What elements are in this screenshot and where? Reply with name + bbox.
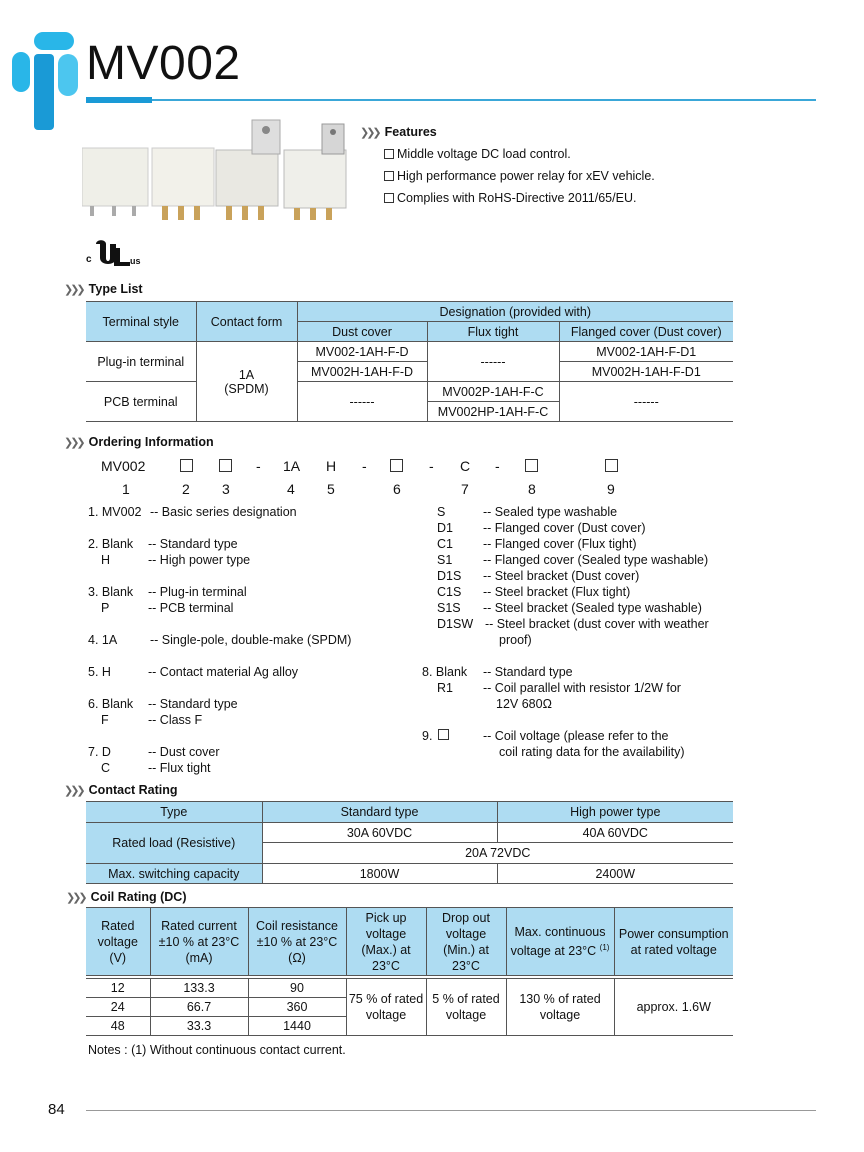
cell-dash: ------ [427,342,559,382]
feature-item: Middle voltage DC load control. [384,147,571,161]
page-number: 84 [48,1101,65,1118]
coil-voltage: 24 [86,998,150,1017]
cell-r4-flux: MV002HP-1AH-F-C [427,402,559,422]
brand-logo-icon [12,32,78,130]
chevron-icon: ❯❯❯ [64,437,83,449]
feature-item: Complies with RoHS-Directive 2011/65/EU. [384,191,636,205]
cell-rated-high: 40A 60VDC [497,823,733,843]
th-flanged: Flanged cover (Dust cover) [559,322,733,342]
th-dropout: Drop out voltage (Min.) at 23°C [426,908,506,976]
cell-dash: ------ [559,382,733,422]
cell-r2-flanged: MV002H-1AH-F-D1 [559,362,733,382]
th-rated-current: Rated current ±10 % at 23°C (mA) [150,908,248,976]
code-box [605,459,618,472]
th-pickup: Pick up voltage (Max.) at 23°C [346,908,426,976]
code-box [219,459,232,472]
th-coil-resistance: Coil resistance ±10 % at 23°C (Ω) [248,908,346,976]
type-list-table [86,301,733,422]
checkbox-icon [384,149,394,159]
cell-r1-dust: MV002-1AH-F-D [297,342,427,362]
coil-rating-heading: ❯❯❯ Coil Rating (DC) [66,890,187,904]
cell-max-std: 1800W [262,864,497,884]
cell-contact: 1A (SPDM) [196,342,297,422]
chevron-icon: ❯❯❯ [66,892,85,904]
chevron-icon: ❯❯❯ [64,284,83,296]
cert-c-label: c [86,254,92,265]
th-terminal: Terminal style [86,302,196,342]
row-max-switching: Max. switching capacity [86,864,262,884]
coil-resistance: 1440 [248,1017,346,1036]
cell-pickup: 75 % of rated voltage [346,979,426,1036]
th-dust: Dust cover [297,322,427,342]
coil-rating-table-wrap [86,907,733,1036]
footer-divider [86,1110,816,1111]
cell-dash: ------ [297,382,427,422]
features-heading: ❯❯❯ Features [360,125,437,139]
cell-max-continuous: 130 % of rated voltage [506,979,614,1036]
cell-rated-common: 20A 72VDC [262,843,733,864]
code-box [525,459,538,472]
header-accent-bar [86,97,152,103]
th-contact: Contact form [196,302,297,342]
cert-us-label: us [130,256,141,266]
cell-dropout: 5 % of rated voltage [426,979,506,1036]
coil-resistance: 90 [248,979,346,998]
contact-rating-table-wrap [86,801,733,884]
type-list-table-wrap [86,301,733,422]
cell-rated-std: 30A 60VDC [262,823,497,843]
th-type: Type [86,802,262,823]
cell-r3-flux: MV002P-1AH-F-C [427,382,559,402]
cell-r1-flanged: MV002-1AH-F-D1 [559,342,733,362]
th-rated-voltage: Rated voltage (V) [86,908,150,976]
th-flux: Flux tight [427,322,559,342]
row-rated-load: Rated load (Resistive) [86,823,262,864]
th-standard: Standard type [262,802,497,823]
feature-item: High performance power relay for xEV vehicle. [384,169,655,183]
contact-rating-table [86,801,733,884]
relay-product-photo [82,118,352,228]
cell-r2-dust: MV002H-1AH-F-D [297,362,427,382]
coil-rating-table [86,907,733,1036]
checkbox-icon [384,171,394,181]
ordering-heading: ❯❯❯ Ordering Information [64,435,214,449]
th-max-continuous: Max. continuous voltage at 23°C $^{(1)}$ [506,908,614,976]
th-power: Power consumption at rated voltage [614,908,733,976]
chevron-icon: ❯❯❯ [64,785,83,797]
checkbox-icon [384,193,394,203]
coil-notes: Notes : (1) Without continuous contact current. [88,1043,346,1057]
coil-current: 133.3 [150,979,248,998]
header-divider [86,99,816,101]
contact-rating-heading: ❯❯❯ Contact Rating [64,783,178,797]
cell-max-high: 2400W [497,864,733,884]
coil-current: 33.3 [150,1017,248,1036]
cell-pcb: PCB terminal [86,382,196,422]
coil-current: 66.7 [150,998,248,1017]
chevron-icon: ❯❯❯ [360,127,379,139]
th-high-power: High power type [497,802,733,823]
cell-plugin: Plug-in terminal [86,342,196,382]
coil-voltage: 12 [86,979,150,998]
coil-resistance: 360 [248,998,346,1017]
page-title: MV002 [86,37,241,90]
type-list-heading: ❯❯❯ Type List [64,282,143,296]
code-box [180,459,193,472]
code-box [390,459,403,472]
coil-voltage: 48 [86,1017,150,1036]
cell-power: approx. 1.6W [614,979,733,1036]
th-designation: Designation (provided with) [297,302,733,322]
code-box [438,729,449,740]
ul-certification-icon [86,240,146,266]
